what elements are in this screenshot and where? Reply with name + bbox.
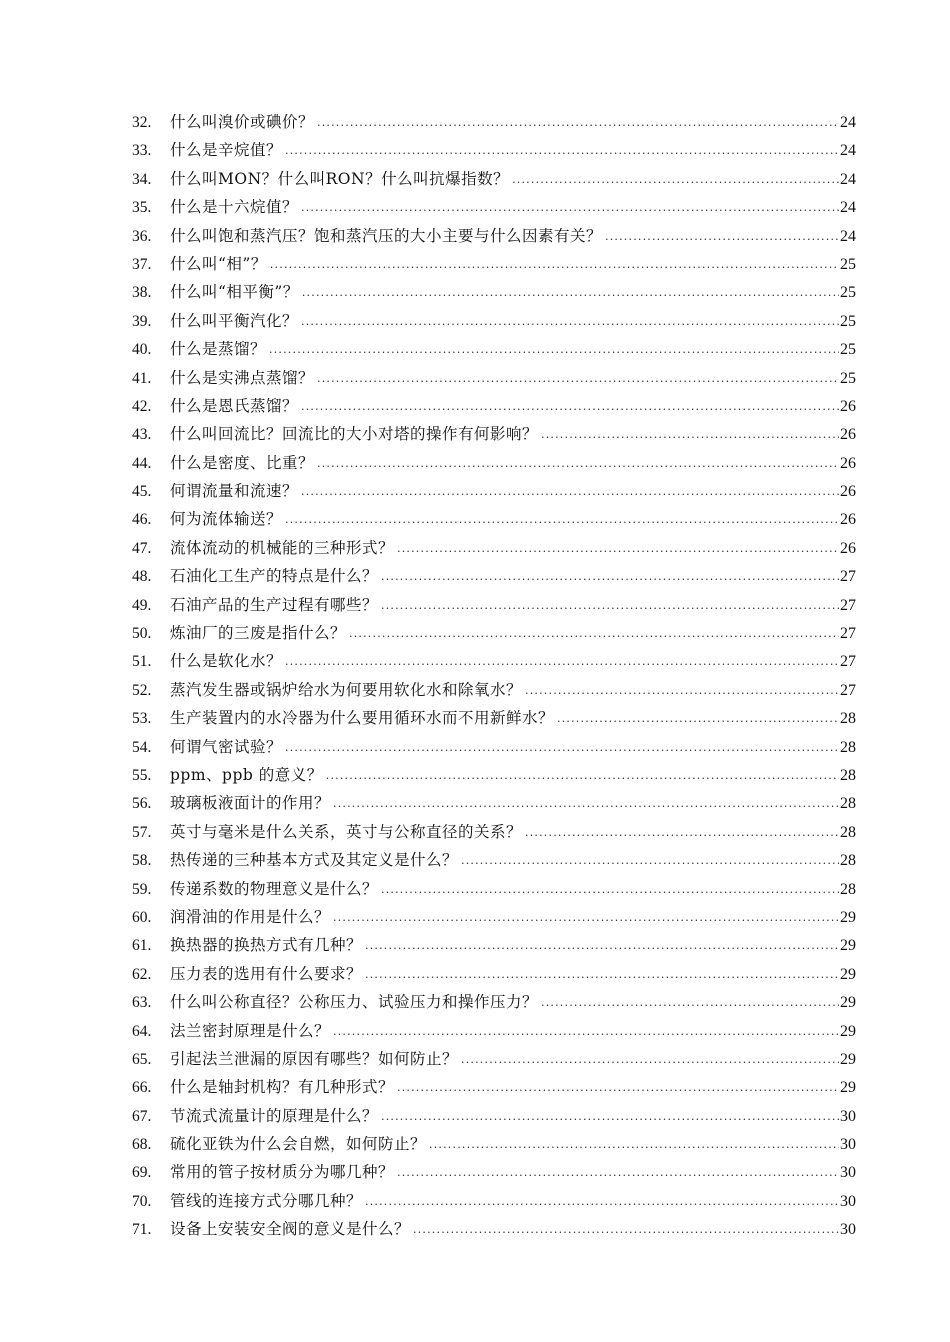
toc-entry-title: 蒸汽发生器或锅炉给水为何要用软化水和除氧水？	[170, 680, 523, 699]
toc-entry-number: 48.	[132, 568, 152, 586]
toc-entry-title: ppm、ppb 的意义？	[170, 765, 323, 784]
toc-entry-number: 66.	[132, 1079, 152, 1097]
toc-dot-leader	[302, 279, 839, 307]
toc-dot-leader	[397, 535, 839, 563]
toc-entry-number: 45.	[132, 483, 152, 501]
toc-entry-title: 什么是密度、比重？	[170, 453, 315, 472]
toc-entry[interactable]	[132, 278, 856, 306]
toc-entry-title: 传递系数的物理意义是什么？	[170, 879, 379, 898]
toc-dot-leader	[326, 762, 839, 790]
toc-dot-leader	[365, 1188, 839, 1216]
toc-entry-title: 何谓气密试验？	[170, 737, 283, 756]
toc-entry-number: 35.	[132, 199, 152, 217]
toc-entry-title: 何谓流量和流速？	[170, 482, 299, 501]
toc-dot-leader	[381, 592, 839, 620]
toc-dot-leader	[365, 961, 839, 989]
toc-entry-number: 49.	[132, 596, 152, 614]
toc-entry-number: 71.	[132, 1221, 152, 1239]
toc-dot-leader	[301, 393, 839, 421]
toc-entry[interactable]	[132, 562, 856, 590]
toc-entry-number: 60.	[132, 908, 152, 926]
toc-entry[interactable]	[132, 1045, 856, 1073]
toc-entry-title: 什么叫饱和蒸汽压？饱和蒸汽压的大小主要与什么因素有关？	[170, 226, 603, 245]
toc-entry[interactable]	[132, 875, 856, 903]
toc-dot-leader	[285, 734, 839, 762]
toc-entry[interactable]	[132, 136, 856, 164]
toc-entry-page-number: 29	[840, 965, 856, 983]
toc-dot-leader	[381, 563, 839, 591]
toc-entry-number: 34.	[132, 170, 152, 188]
toc-entry-title: 什么叫回流比？回流比的大小对塔的操作有何影响？	[170, 425, 539, 444]
toc-entry[interactable]	[132, 250, 856, 278]
toc-entry-page-number: 28	[840, 880, 856, 898]
toc-entry-number: 40.	[132, 341, 152, 359]
toc-entry-page-number: 27	[840, 568, 856, 586]
toc-entry[interactable]	[132, 108, 856, 136]
toc-entry[interactable]	[132, 477, 856, 505]
toc-entry-title: 压力表的选用有什么要求？	[170, 964, 363, 983]
toc-entry[interactable]	[132, 931, 856, 959]
toc-entry-page-number: 26	[840, 454, 856, 472]
toc-dot-leader	[285, 648, 839, 676]
toc-entry[interactable]	[132, 818, 856, 846]
toc-entry-title: 何为流体输送？	[170, 510, 283, 529]
toc-entry-title: 什么是辛烷值？	[170, 141, 283, 160]
toc-entry-page-number: 28	[840, 795, 856, 813]
toc-entry[interactable]	[132, 1187, 856, 1215]
toc-entry-number: 59.	[132, 880, 152, 898]
toc-entry-number: 32.	[132, 114, 152, 131]
toc-entry-page-number: 24	[840, 227, 856, 245]
toc-entry-number: 43.	[132, 426, 152, 444]
toc-entry[interactable]	[132, 591, 856, 619]
toc-entry-page-number: 27	[840, 653, 856, 671]
toc-dot-leader	[541, 421, 839, 449]
toc-entry[interactable]	[132, 960, 856, 988]
toc-entry-title: 管线的连接方式分哪几种？	[170, 1191, 363, 1210]
toc-entry-title: 换热器的换热方式有几种？	[170, 936, 363, 955]
toc-entry[interactable]	[132, 165, 856, 193]
toc-entry[interactable]	[132, 846, 856, 874]
toc-entry-number: 61.	[132, 937, 152, 955]
toc-entry-number: 55.	[132, 766, 152, 784]
toc-entry-title: 流体流动的机械能的三种形式？	[170, 538, 395, 557]
toc-entry-title: 什么是恩氏蒸馏？	[170, 396, 299, 415]
toc-dot-leader	[301, 308, 839, 336]
toc-entry-title: 什么叫“相”？	[170, 254, 267, 273]
toc-entry-number: 57.	[132, 823, 152, 841]
toc-entry-number: 63.	[132, 994, 152, 1012]
toc-entry-number: 54.	[132, 738, 152, 756]
toc-entry-page-number: 26	[840, 511, 856, 529]
toc-entry[interactable]	[132, 364, 856, 392]
toc-entry-title: 常用的管子按材质分为哪几种？	[170, 1163, 395, 1182]
toc-entry-number: 36.	[132, 227, 152, 245]
toc-dot-leader	[317, 109, 839, 137]
toc-dot-leader	[270, 251, 839, 279]
toc-dot-leader	[333, 1018, 839, 1046]
toc-dot-leader	[365, 932, 839, 960]
toc-entry-title: 石油化工生产的特点是什么？	[170, 567, 379, 586]
toc-entry-page-number: 24	[840, 142, 856, 160]
toc-entry-number: 65.	[132, 1050, 152, 1068]
toc-entry[interactable]	[132, 1158, 856, 1186]
toc-entry[interactable]	[132, 761, 856, 789]
toc-dot-leader	[381, 1103, 839, 1131]
toc-entry[interactable]	[132, 307, 856, 335]
toc-entry-title: 什么是轴封机构？有几种形式？	[170, 1078, 395, 1097]
toc-entry-page-number: 29	[840, 1079, 856, 1097]
toc-dot-leader	[381, 876, 839, 904]
toc-entry-page-number: 29	[840, 1022, 856, 1040]
toc-entry-page-number: 24	[840, 170, 856, 188]
toc-entry-number: 37.	[132, 255, 152, 273]
toc-entry-number: 51.	[132, 653, 152, 671]
toc-entry-title: 法兰密封原理是什么？	[170, 1021, 331, 1040]
toc-entry-title: 什么叫溴价或碘价？	[170, 113, 315, 131]
toc-dot-leader	[525, 677, 839, 705]
toc-dot-leader	[285, 506, 839, 534]
toc-entry-page-number: 30	[840, 1221, 856, 1239]
toc-entry-number: 69.	[132, 1164, 152, 1182]
toc-entry-page-number: 29	[840, 1050, 856, 1068]
toc-entry-page-number: 29	[840, 908, 856, 926]
toc-dot-leader	[605, 223, 839, 251]
toc-entry[interactable]	[132, 222, 856, 250]
toc-entry-page-number: 28	[840, 766, 856, 784]
toc-dot-leader	[461, 847, 839, 875]
toc-entry[interactable]	[132, 619, 856, 647]
toc-entry-page-number: 26	[840, 539, 856, 557]
toc-entry[interactable]	[132, 789, 856, 817]
toc-entry-number: 44.	[132, 454, 152, 472]
toc-dot-leader	[541, 989, 839, 1017]
toc-entry-page-number: 27	[840, 596, 856, 614]
toc-dot-leader	[269, 336, 839, 364]
toc-dot-leader	[317, 450, 839, 478]
toc-entry[interactable]	[132, 733, 856, 761]
toc-entry-title: 引起法兰泄漏的原因有哪些？如何防止？	[170, 1049, 459, 1068]
toc-entry-title: 热传递的三种基本方式及其定义是什么？	[170, 851, 459, 870]
toc-entry[interactable]	[132, 1017, 856, 1045]
toc-entry-title: 润滑油的作用是什么？	[170, 907, 331, 926]
toc-entry-title: 什么叫MON？什么叫RON？什么叫抗爆指数？	[170, 169, 510, 188]
toc-entry-page-number: 28	[840, 710, 856, 728]
toc-entry-number: 39.	[132, 312, 152, 330]
toc-entry[interactable]	[132, 1073, 856, 1101]
toc-entry[interactable]	[132, 392, 856, 420]
toc-entry-number: 52.	[132, 681, 152, 699]
toc-entry-title: 玻璃板液面计的作用？	[170, 794, 331, 813]
toc-entry-number: 64.	[132, 1022, 152, 1040]
toc-entry-page-number: 29	[840, 937, 856, 955]
toc-entry-number: 58.	[132, 852, 152, 870]
toc-dot-leader	[397, 1074, 839, 1102]
toc-entry-number: 56.	[132, 795, 152, 813]
toc-entry-page-number: 28	[840, 738, 856, 756]
toc-entry-title: 什么是实沸点蒸馏？	[170, 368, 315, 387]
toc-entry[interactable]	[132, 505, 856, 533]
toc-entry-number: 50.	[132, 625, 152, 643]
toc-dot-leader	[301, 478, 839, 506]
toc-entry[interactable]	[132, 420, 856, 448]
toc-entry-page-number: 25	[840, 312, 856, 330]
toc-entry-title: 什么是软化水？	[170, 652, 283, 671]
toc-dot-leader	[429, 1131, 839, 1159]
toc-entry[interactable]	[132, 704, 856, 732]
toc-entry-page-number: 24	[840, 114, 856, 131]
toc-dot-leader	[333, 790, 839, 818]
toc-entry-title: 什么是蒸馏？	[170, 340, 267, 359]
toc-entry[interactable]	[132, 1102, 856, 1130]
toc-entry-page-number: 30	[840, 1107, 856, 1125]
toc-entry-page-number: 24	[840, 199, 856, 217]
toc-entry-number: 68.	[132, 1136, 152, 1154]
toc-entry-number: 33.	[132, 142, 152, 160]
toc-entry-page-number: 30	[840, 1192, 856, 1210]
toc-entry[interactable]	[132, 676, 856, 704]
toc-dot-leader	[512, 166, 839, 194]
toc-dot-leader	[301, 194, 839, 222]
toc-entry-title: 生产装置内的水冷器为什么要用循环水而不用新鲜水？	[170, 709, 555, 728]
toc-entry-page-number: 25	[840, 284, 856, 302]
toc-entry-page-number: 30	[840, 1164, 856, 1182]
toc-entry-title: 什么叫“相平衡”？	[170, 283, 299, 302]
toc-dot-leader	[413, 1216, 839, 1244]
toc-entry-title: 石油产品的生产过程有哪些？	[170, 595, 379, 614]
toc-entry[interactable]	[132, 449, 856, 477]
toc-entry-title: 炼油厂的三废是指什么？	[170, 624, 347, 643]
toc-dot-leader	[349, 620, 839, 648]
toc-entry-title: 英寸与毫米是什么关系，英寸与公称直径的关系？	[170, 822, 523, 841]
toc-dot-leader	[285, 137, 839, 165]
toc-entry-page-number: 27	[840, 681, 856, 699]
toc-entry-title: 硫化亚铁为什么会自燃，如何防止？	[170, 1135, 427, 1154]
toc-entry-number: 41.	[132, 369, 152, 387]
toc-entry[interactable]	[132, 647, 856, 675]
toc-entry-title: 节流式流量计的原理是什么？	[170, 1106, 379, 1125]
toc-dot-leader	[525, 819, 839, 847]
toc-entry-page-number: 29	[840, 994, 856, 1012]
toc-dot-leader	[397, 1159, 839, 1187]
toc-entry-number: 42.	[132, 397, 152, 415]
toc-entry-number: 38.	[132, 284, 152, 302]
toc-dot-leader	[557, 705, 839, 733]
toc-entry-number: 46.	[132, 511, 152, 529]
toc-entry-page-number: 27	[840, 625, 856, 643]
toc-entry-number: 70.	[132, 1192, 152, 1210]
toc-dot-leader	[333, 904, 839, 932]
toc-entry-page-number: 26	[840, 397, 856, 415]
toc-entry[interactable]	[132, 903, 856, 931]
toc-entry-title: 什么叫公称直径？公称压力、试验压力和操作压力？	[170, 993, 539, 1012]
toc-entry-page-number: 28	[840, 823, 856, 841]
toc-entry-number: 62.	[132, 965, 152, 983]
toc-entry-page-number: 25	[840, 369, 856, 387]
toc-entry[interactable]	[132, 1130, 856, 1158]
toc-entry-number: 53.	[132, 710, 152, 728]
toc-entry-number: 67.	[132, 1107, 152, 1125]
toc-entry[interactable]	[132, 193, 856, 221]
toc-dot-leader	[317, 365, 839, 393]
toc-entry[interactable]	[132, 335, 856, 363]
toc-entry-page-number: 26	[840, 483, 856, 501]
toc-dot-leader	[461, 1046, 839, 1074]
toc-entry[interactable]	[132, 1215, 856, 1243]
toc-entry[interactable]	[132, 534, 856, 562]
table-of-contents	[132, 108, 856, 1244]
toc-entry-title: 什么是十六烷值？	[170, 198, 299, 217]
toc-entry-number: 47.	[132, 539, 152, 557]
toc-entry-title: 设备上安装安全阀的意义是什么？	[170, 1220, 411, 1239]
toc-entry-title: 什么叫平衡汽化？	[170, 311, 299, 330]
toc-entry[interactable]	[132, 988, 856, 1016]
toc-entry-page-number: 25	[840, 341, 856, 359]
toc-entry-page-number: 26	[840, 426, 856, 444]
toc-entry-page-number: 30	[840, 1136, 856, 1154]
toc-entry-page-number: 28	[840, 852, 856, 870]
toc-entry-page-number: 25	[840, 255, 856, 273]
